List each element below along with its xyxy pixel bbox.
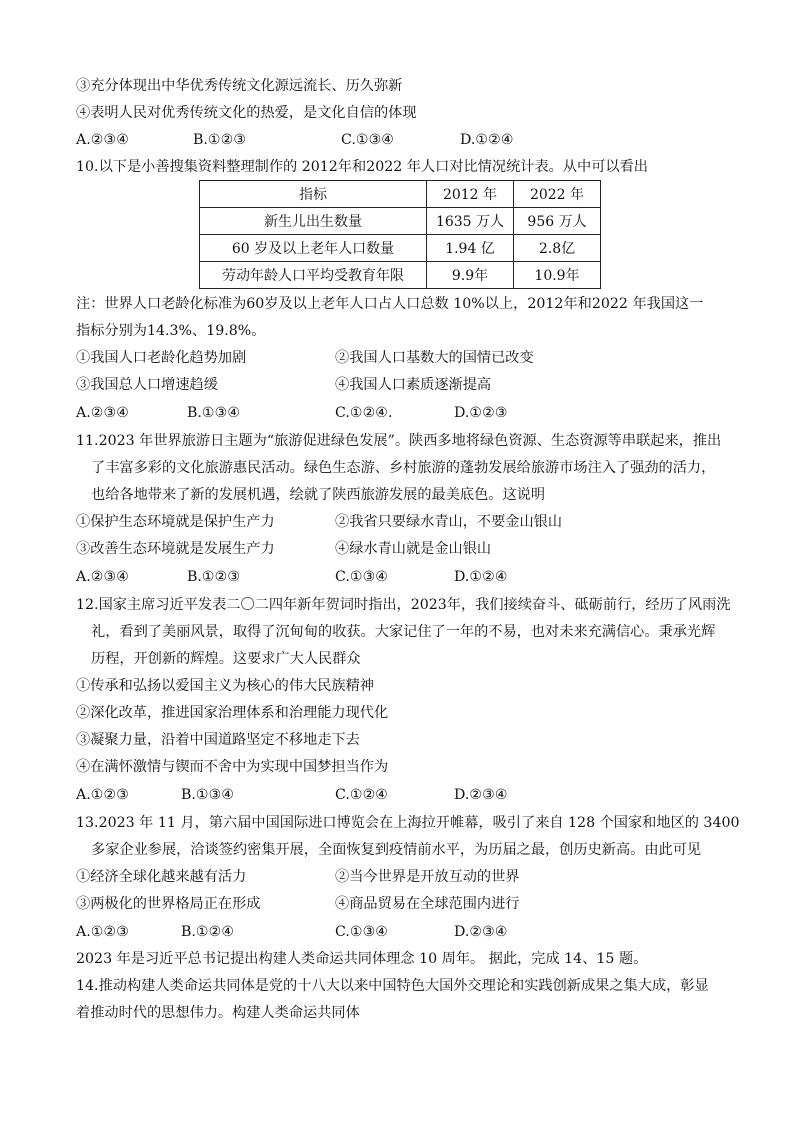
q13-option-a[interactable]: A.①②③	[76, 924, 129, 940]
q9-option-d[interactable]: D.①②④	[460, 132, 514, 148]
q12-statement-4: ④在满怀激情与锲而不舍中为实现中国梦担当作为	[76, 759, 389, 775]
population-table	[199, 180, 601, 289]
q10-statement-1: ①我国人口老龄化趋势加剧	[76, 350, 247, 366]
q13-statement-4: ④商品贸易在全球范围内进行	[335, 896, 520, 912]
q13-stem-line-2: 多家企业参展，洽谈签约密集开展，全面恢复到疫情前水平，为历届之最，创历史新高。由此可见	[91, 842, 702, 858]
q10-note-line-2: 指标分别为14.3%、19.8%。	[76, 323, 266, 339]
q11-option-c[interactable]: C.①③④	[335, 569, 389, 585]
q13-statement-1: ①经济全球化越来越有活力	[76, 869, 247, 885]
q13-option-d[interactable]: D.②③④	[454, 924, 508, 940]
table-header: 指标	[200, 181, 427, 208]
table-cell: 2.8亿	[514, 235, 601, 262]
q14-15-intro: 2023 年是习近平总书记提出构建人类命运共同体理念 10 周年。 据此，完成 14、15 题。	[76, 951, 648, 967]
table-cell: 956 万人	[514, 208, 601, 235]
q9-option-a[interactable]: A.②③④	[76, 132, 129, 148]
table-row	[200, 262, 601, 289]
q12-statement-2: ②深化改革，推进国家治理体系和治理能力现代化	[76, 705, 389, 721]
q11-option-a[interactable]: A.②③④	[76, 569, 129, 585]
table-header: 2012 年	[427, 181, 514, 208]
table-row	[200, 208, 601, 235]
q11-stem-line-3: 也给各地带来了新的发展机遇，绘就了陕西旅游发展的最美底色。这说明	[91, 487, 546, 503]
q13-statement-3: ③两极化的世界格局正在形成	[76, 896, 261, 912]
q12-stem-line-2: 礼，看到了美丽风景，取得了沉甸甸的收获。大家记住了一年的不易，也对未来充满信心。秉承光辉	[91, 624, 716, 640]
q9-statement-3: ③充分体现出中华优秀传统文化源远流长、历久弥新	[76, 78, 403, 94]
q12-stem-line-3: 历程，开创新的辉煌。这要求广大人民群众	[91, 651, 361, 667]
table-cell: 新生儿出生数量	[200, 208, 427, 235]
q9-statement-4: ④表明人民对优秀传统文化的热爱，是文化自信的体现	[76, 105, 417, 121]
q10-option-c[interactable]: C.①②④.	[335, 405, 393, 421]
q10-statement-3: ③我国总人口增速趋缓	[76, 377, 218, 393]
table-header-row	[200, 181, 601, 208]
q13-option-c[interactable]: C.①③④	[335, 924, 389, 940]
q11-statement-4: ④绿水青山就是金山银山	[335, 541, 492, 557]
q12-option-a[interactable]: A.①②③	[76, 787, 129, 803]
q10-option-d[interactable]: D.①②③	[454, 405, 508, 421]
q12-stem-line-1: 12.国家主席习近平发表二〇二四年新年贺词时指出，2023年，我们接续奋斗、砥砺前行，经历了风雨洗	[76, 597, 731, 613]
q11-option-d[interactable]: D.①②④	[454, 569, 508, 585]
table-cell: 劳动年龄人口平均受教育年限	[200, 262, 427, 289]
q9-option-b[interactable]: B.①②③	[193, 132, 247, 148]
q13-statement-2: ②当今世界是开放互动的世界	[335, 869, 520, 885]
table-row	[200, 235, 601, 262]
q10-statement-2: ②我国人口基数大的国情已改变	[335, 350, 534, 366]
table-cell: 1635 万人	[427, 208, 514, 235]
q11-statement-2: ②我省只要绿水青山，不要金山银山	[335, 514, 563, 530]
q12-option-d[interactable]: D.②③④	[454, 787, 508, 803]
q12-statement-3: ③凝聚力量，沿着中国道路坚定不移地走下去	[76, 732, 360, 748]
q11-option-b[interactable]: B.①②③	[187, 569, 241, 585]
q14-stem-line-2: 着推动时代的思想伟力。构建人类命运共同体	[76, 1005, 360, 1021]
q10-option-b[interactable]: B.①③④	[187, 405, 241, 421]
q13-stem-line-1: 13.2023 年 11 月，第六届中国国际进口博览会在上海拉开帷幕，吸引了来自 128 个国家和地区的 3400	[76, 815, 740, 831]
q12-option-b[interactable]: B.①③④	[181, 787, 235, 803]
q10-note-line-1: 注：世界人口老龄化标准为60岁及以上老年人口占人口总数 10%以上，2012年和2022 年我国这一	[76, 296, 704, 312]
q11-stem-line-1: 11.2023 年世界旅游日主题为“旅游促进绿色发展”。陕西多地将绿色资源、生态资源等串联起来，推出	[76, 433, 722, 449]
q12-option-c[interactable]: C.①②④	[335, 787, 389, 803]
q13-option-b[interactable]: B.①②④	[181, 924, 235, 940]
q9-option-c[interactable]: C.①③④	[341, 132, 395, 148]
q11-stem-line-2: 了丰富多彩的文化旅游惠民活动。绿色生态游、乡村旅游的蓬勃发展给旅游市场注入了强劲的活力，	[91, 460, 716, 476]
q10-stem: 10.以下是小善搜集资料整理制作的 2012年和2022 年人口对比情况统计表。从中可以看出	[76, 159, 648, 175]
table-cell: 60 岁及以上老年人口数量	[200, 235, 427, 262]
q14-stem-line-1: 14.推动构建人类命运共同体是党的十八大以来中国特色大国外交理论和实践创新成果之集大成，彰显	[76, 978, 709, 994]
q11-statement-3: ③改善生态环境就是发展生产力	[76, 541, 275, 557]
q10-statement-4: ④我国人口素质逐渐提高	[335, 377, 492, 393]
q12-statement-1: ①传承和弘扬以爱国主义为核心的伟大民族精神	[76, 678, 374, 694]
table-header: 2022 年	[514, 181, 601, 208]
table-cell: 10.9年	[514, 262, 601, 289]
q10-option-a[interactable]: A.②③④	[76, 405, 129, 421]
table-cell: 1.94 亿	[427, 235, 514, 262]
table-cell: 9.9年	[427, 262, 514, 289]
q11-statement-1: ①保护生态环境就是保护生产力	[76, 514, 275, 530]
